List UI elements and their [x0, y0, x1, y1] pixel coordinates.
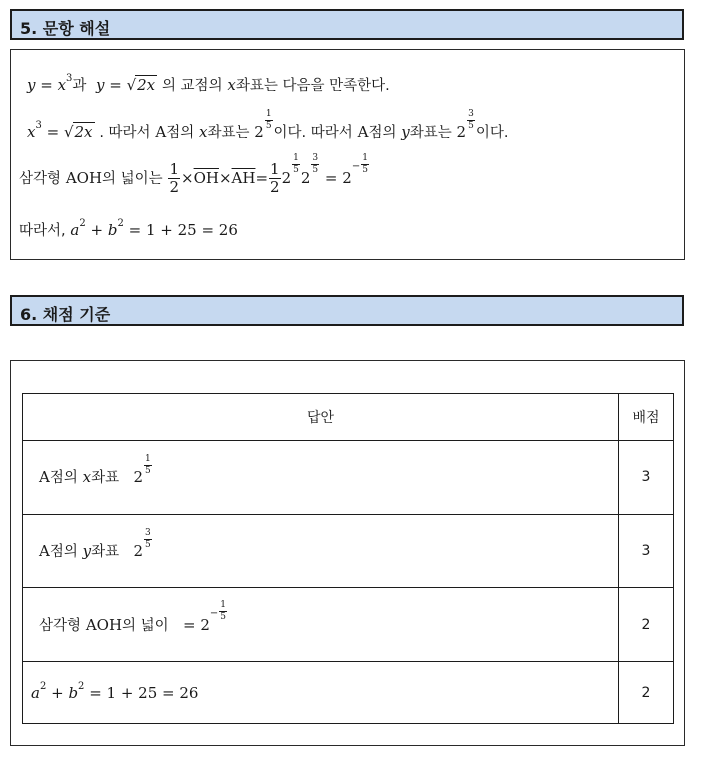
points-cell: 3	[619, 514, 674, 588]
exponent: 3	[66, 73, 73, 84]
point-label: A	[155, 123, 167, 141]
points-cell: 2	[619, 662, 674, 724]
text: 점의	[49, 544, 78, 561]
text: 이다. 따라서	[273, 125, 353, 141]
variable-a: a	[70, 221, 80, 239]
text: 점의	[166, 125, 195, 141]
power-base: 2	[281, 169, 292, 187]
scoring-table	[22, 393, 674, 724]
power-base: 2	[133, 468, 143, 487]
column-answer: 답안	[23, 394, 619, 441]
table-row	[23, 441, 674, 515]
variable-y: y	[82, 542, 92, 561]
table-row	[23, 588, 674, 662]
answer-cell	[23, 588, 619, 662]
explanation-line-3	[19, 153, 370, 196]
point-label: A	[357, 123, 369, 141]
variable-a: a	[31, 683, 40, 702]
variable-x: x	[198, 123, 208, 141]
variable-x: x	[27, 123, 36, 141]
equals: =	[255, 169, 269, 187]
text: 좌표	[91, 470, 120, 487]
equation-cubic: y = x	[27, 76, 67, 94]
text: 점의	[49, 470, 78, 487]
sum-result: = 1 + 25 = 26	[123, 221, 238, 239]
exponent: 2	[78, 680, 85, 692]
point-label: A	[39, 468, 50, 487]
section-6-header	[10, 295, 684, 326]
segment-ah: $\overline{AH}$	[231, 169, 256, 187]
answer-cell	[23, 662, 619, 724]
result-base: = 2	[182, 615, 210, 634]
exponent: 2	[79, 218, 86, 229]
negative-sign: −	[209, 607, 219, 619]
text-and: 과	[72, 78, 87, 94]
segment-oh: $\overline{OH}$	[193, 169, 219, 187]
points-cell: 3	[619, 441, 674, 515]
section-5-header	[10, 9, 684, 40]
triangle-name: AOH	[85, 615, 123, 634]
exponent-fraction: $\frac{1}{5}$	[265, 109, 272, 131]
table-row	[23, 514, 674, 588]
fraction-one-half: $\frac{1}{2}$	[270, 160, 280, 196]
exponent-fraction: $\frac{1}{5}$	[144, 454, 151, 477]
exponent: 2	[39, 680, 47, 692]
text: 좌표	[91, 544, 120, 561]
text: . 따라서	[99, 125, 151, 141]
triangle-name: AOH	[65, 169, 103, 187]
answer-cell	[23, 514, 619, 588]
text: 삼각형	[39, 617, 82, 634]
power-base: 2	[300, 169, 311, 187]
power-base: 2	[456, 123, 467, 141]
text: 좌표는	[207, 125, 250, 141]
plus: +	[85, 221, 108, 239]
exponent-fraction: $\frac{1}{5}$	[362, 153, 368, 175]
text: 의 교점의	[161, 78, 223, 94]
text: 좌표는	[409, 125, 452, 141]
text: 의 넓이	[122, 617, 169, 634]
sum-result: = 1 + 25 = 26	[84, 683, 199, 702]
explanation-line-2: $x^3 = √2x$ . 따라서 A점의 x좌표는 2 $\frac{1}{5}$ 이다. 따라서 A점의 y좌표는 2 $\frac{3}{5}$ 이다.	[27, 109, 509, 141]
exponent: 3	[35, 120, 42, 131]
plus: +	[46, 683, 69, 702]
variable-b: b	[107, 221, 118, 239]
text: 의 넓이는	[102, 171, 163, 187]
result-base: = 2	[320, 169, 352, 187]
text: 삼각형	[19, 171, 62, 187]
sqrt-argument: 2x	[74, 123, 93, 141]
section-5-title: 5. 문항 해설	[20, 19, 111, 38]
section-6-title: 6. 채점 기준	[20, 305, 111, 324]
exponent-fraction: $\frac{3}{5}$	[145, 528, 151, 551]
times: ×	[218, 169, 232, 187]
exponent-fraction: $\frac{3}{5}$	[312, 153, 319, 175]
equation-root-lhs: y =	[95, 76, 127, 94]
times: ×	[181, 169, 194, 187]
text: 이다.	[475, 125, 509, 141]
variable-b: b	[68, 683, 79, 702]
exponent-fraction: $\frac{1}{5}$	[293, 153, 299, 175]
text: 좌표는 다음을 만족한다.	[235, 78, 390, 94]
variable-x: x	[227, 76, 236, 94]
power-base: 2	[133, 542, 143, 561]
column-points: 배점	[619, 394, 674, 441]
text: 점의	[368, 125, 397, 141]
point-label: A	[39, 542, 50, 561]
equals: =	[41, 123, 64, 141]
exponent: 2	[117, 218, 124, 229]
text: 따라서,	[19, 223, 66, 239]
sqrt-argument: 2x	[137, 76, 156, 94]
points-cell: 2	[619, 588, 674, 662]
explanation-line-1: $y = x^3$과 y = √2x 의 교점의 x좌표는 다음을 만족한다.	[27, 73, 390, 94]
power-base: 2	[254, 123, 264, 141]
variable-y: y	[401, 123, 410, 141]
explanation-line-4	[19, 219, 238, 240]
table-row	[23, 662, 674, 724]
table-header-row	[23, 394, 674, 441]
variable-x: x	[82, 468, 92, 487]
answer-cell	[23, 441, 619, 515]
explanation-box	[10, 49, 685, 260]
negative-sign: −	[351, 161, 361, 172]
exponent-fraction: $\frac{3}{5}$	[468, 109, 474, 131]
fraction-one-half: $\frac{1}{2}$	[169, 160, 179, 196]
exponent-fraction: $\frac{1}{5}$	[220, 599, 226, 622]
